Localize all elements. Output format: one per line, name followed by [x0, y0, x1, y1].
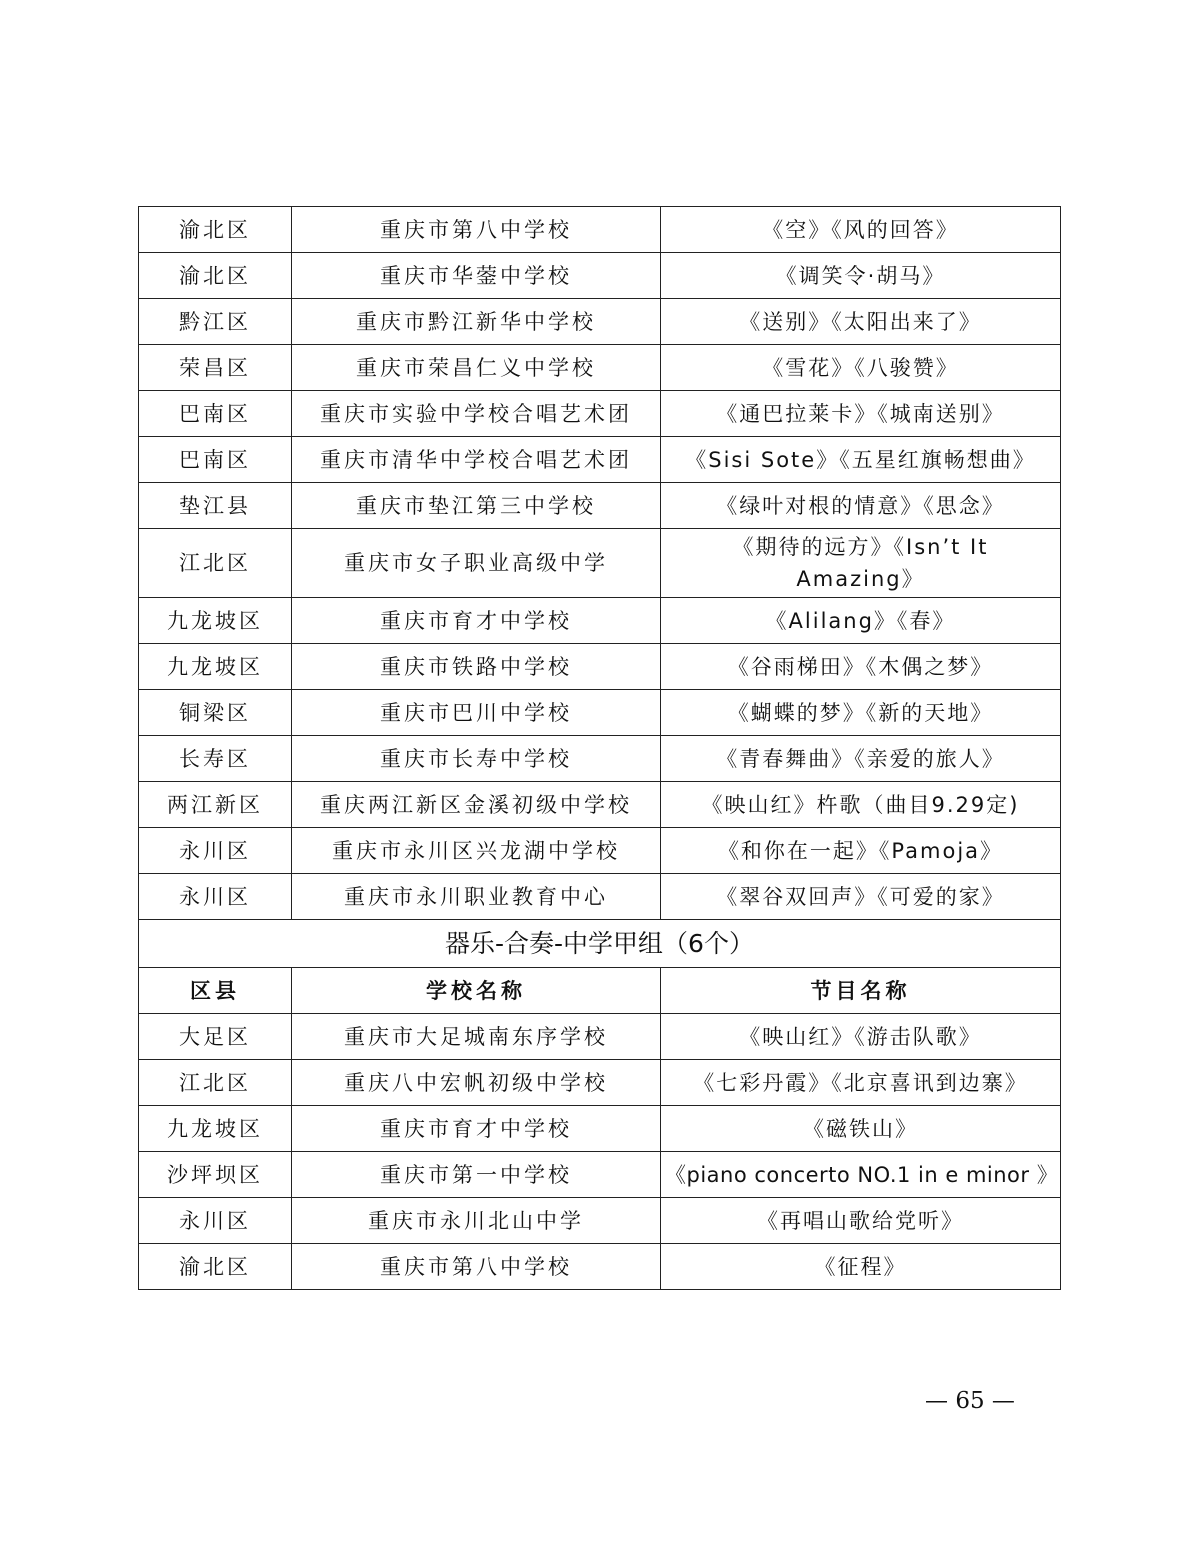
- table-row: [139, 598, 1061, 644]
- table-row: [139, 736, 1061, 782]
- district-cell: 黔江区: [139, 299, 292, 345]
- school-cell: 重庆市大足城南东序学校: [292, 1014, 661, 1060]
- district-cell: 铜梁区: [139, 690, 292, 736]
- table-row: [139, 1244, 1061, 1290]
- school-cell: 重庆市黔江新华中学校: [292, 299, 661, 345]
- program-cell: 《piano concerto NO.1 in e minor 》: [661, 1152, 1061, 1198]
- program-list-table: [138, 206, 1061, 1290]
- program-cell: 《Alilang》《春》: [661, 598, 1061, 644]
- district-cell: 渝北区: [139, 1244, 292, 1290]
- program-cell: 《Sisi Sote》《五星红旗畅想曲》: [661, 437, 1061, 483]
- school-cell: 重庆市第八中学校: [292, 207, 661, 253]
- table-header-row: [139, 968, 1061, 1014]
- column-header-district: 区县: [139, 968, 292, 1014]
- school-cell: 重庆八中宏帆初级中学校: [292, 1060, 661, 1106]
- table-row: [139, 253, 1061, 299]
- district-cell: 九龙坡区: [139, 598, 292, 644]
- school-cell: 重庆市永川区兴龙湖中学校: [292, 828, 661, 874]
- table-row: [139, 782, 1061, 828]
- table-row: [139, 529, 1061, 598]
- program-cell: 《空》《风的回答》: [661, 207, 1061, 253]
- district-cell: 两江新区: [139, 782, 292, 828]
- school-cell: 重庆市华蓥中学校: [292, 253, 661, 299]
- school-cell: 重庆市育才中学校: [292, 1106, 661, 1152]
- program-cell: 《青春舞曲》《亲爱的旅人》: [661, 736, 1061, 782]
- table-row: [139, 644, 1061, 690]
- school-cell: 重庆市长寿中学校: [292, 736, 661, 782]
- table-row: [139, 207, 1061, 253]
- district-cell: 永川区: [139, 828, 292, 874]
- school-cell: 重庆市永川北山中学: [292, 1198, 661, 1244]
- district-cell: 九龙坡区: [139, 644, 292, 690]
- school-cell: 重庆市第一中学校: [292, 1152, 661, 1198]
- district-cell: 渝北区: [139, 253, 292, 299]
- district-cell: 巴南区: [139, 391, 292, 437]
- school-cell: 重庆市实验中学校合唱艺术团: [292, 391, 661, 437]
- program-cell: 《再唱山歌给党听》: [661, 1198, 1061, 1244]
- table-row: [139, 299, 1061, 345]
- program-cell: 《通巴拉莱卡》《城南送别》: [661, 391, 1061, 437]
- section-title: 器乐-合奏-中学甲组（6个）: [139, 920, 1061, 968]
- table-row: [139, 483, 1061, 529]
- table-row: [139, 874, 1061, 920]
- district-cell: 垫江县: [139, 483, 292, 529]
- program-cell: 《映山红》《游击队歌》: [661, 1014, 1061, 1060]
- district-cell: 大足区: [139, 1014, 292, 1060]
- district-cell: 永川区: [139, 1198, 292, 1244]
- program-cell: 《期待的远方》《Isn’t It Amazing》: [661, 529, 1061, 598]
- district-cell: 江北区: [139, 529, 292, 598]
- table-row: [139, 437, 1061, 483]
- table-row: [139, 345, 1061, 391]
- program-cell: 《送别》《太阳出来了》: [661, 299, 1061, 345]
- table-row: [139, 828, 1061, 874]
- program-cell: 《蝴蝶的梦》《新的天地》: [661, 690, 1061, 736]
- district-cell: 长寿区: [139, 736, 292, 782]
- district-cell: 巴南区: [139, 437, 292, 483]
- school-cell: 重庆市荣昌仁义中学校: [292, 345, 661, 391]
- program-cell: 《翠谷双回声》《可爱的家》: [661, 874, 1061, 920]
- program-cell: 《雪花》《八骏赞》: [661, 345, 1061, 391]
- table-row: [139, 391, 1061, 437]
- school-cell: 重庆市女子职业高级中学: [292, 529, 661, 598]
- table-row: [139, 1014, 1061, 1060]
- column-header-program: 节目名称: [661, 968, 1061, 1014]
- school-cell: 重庆市铁路中学校: [292, 644, 661, 690]
- district-cell: 渝北区: [139, 207, 292, 253]
- program-cell: 《征程》: [661, 1244, 1061, 1290]
- school-cell: 重庆市育才中学校: [292, 598, 661, 644]
- section-title-row: [139, 920, 1061, 968]
- school-cell: 重庆市第八中学校: [292, 1244, 661, 1290]
- school-cell: 重庆市垫江第三中学校: [292, 483, 661, 529]
- table-row: [139, 690, 1061, 736]
- column-header-school: 学校名称: [292, 968, 661, 1014]
- school-cell: 重庆市巴川中学校: [292, 690, 661, 736]
- district-cell: 永川区: [139, 874, 292, 920]
- district-cell: 江北区: [139, 1060, 292, 1106]
- school-cell: 重庆两江新区金溪初级中学校: [292, 782, 661, 828]
- program-cell: 《磁铁山》: [661, 1106, 1061, 1152]
- table-row: [139, 1106, 1061, 1152]
- school-cell: 重庆市永川职业教育中心: [292, 874, 661, 920]
- program-cell: 《七彩丹霞》《北京喜讯到边寨》: [661, 1060, 1061, 1106]
- table-row: [139, 1060, 1061, 1106]
- program-cell: 《绿叶对根的情意》《思念》: [661, 483, 1061, 529]
- page-number: — 65 —: [925, 1388, 1015, 1414]
- program-cell: 《调笑令·胡马》: [661, 253, 1061, 299]
- school-cell: 重庆市清华中学校合唱艺术团: [292, 437, 661, 483]
- program-cell: 《和你在一起》《Pamoja》: [661, 828, 1061, 874]
- district-cell: 沙坪坝区: [139, 1152, 292, 1198]
- district-cell: 荣昌区: [139, 345, 292, 391]
- table-row: [139, 1198, 1061, 1244]
- program-cell: 《映山红》杵歌（曲目9.29定): [661, 782, 1061, 828]
- program-cell: 《谷雨梯田》《木偶之梦》: [661, 644, 1061, 690]
- district-cell: 九龙坡区: [139, 1106, 292, 1152]
- table-row: [139, 1152, 1061, 1198]
